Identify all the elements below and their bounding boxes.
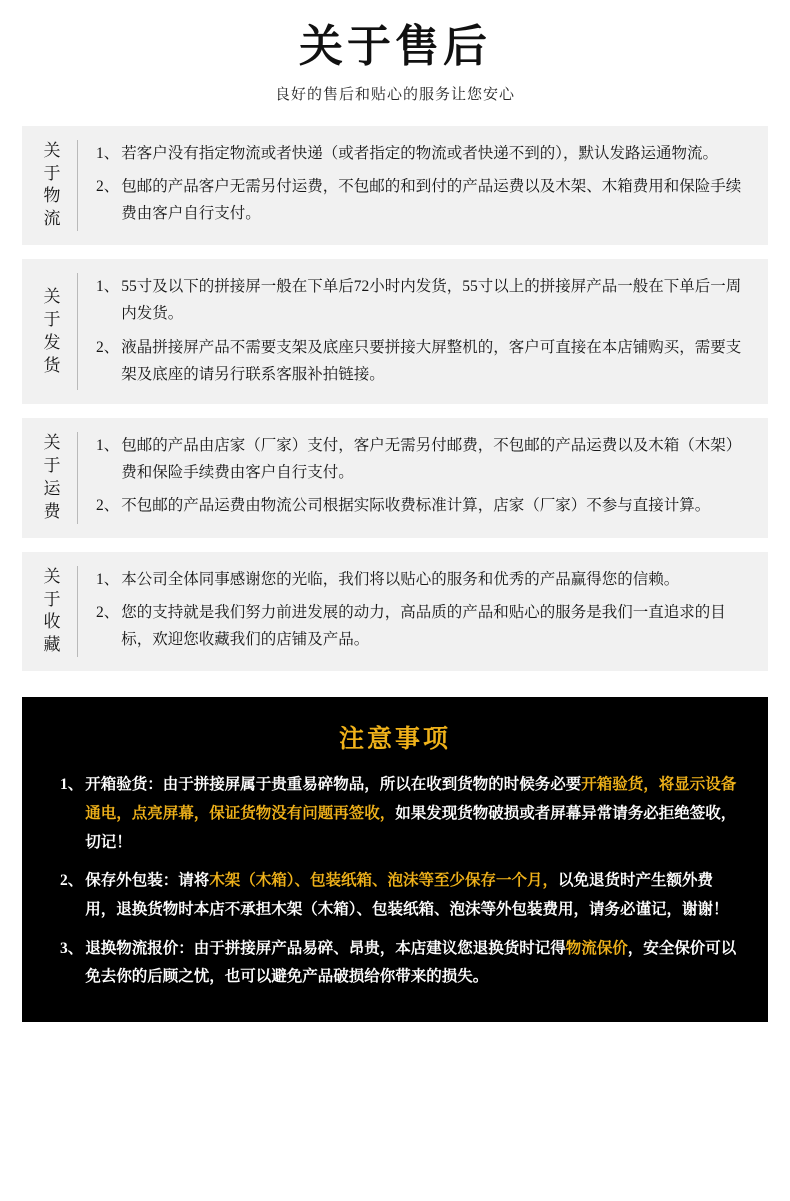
item-number: 2、 xyxy=(96,603,120,621)
item-text: 55寸及以下的拼接屏一般在下单后72小时内发货，55寸以上的拼接屏产品一般在下单后一周内发货。 xyxy=(121,278,742,323)
section-label-freight xyxy=(32,432,78,524)
label-char: 流 xyxy=(43,209,62,229)
label-char: 货 xyxy=(43,355,62,375)
section-label-shipping xyxy=(32,273,78,390)
notice-text-part: 开箱验货：由于拼接屏属于贵重易碎物品，所以在收到货物的时候务必要 xyxy=(85,776,582,794)
item-text: 包邮的产品客户无需另付运费，不包邮的和到付的产品运费以及木架、木箱费用和保险手续费由客户自行支付。 xyxy=(121,177,742,222)
label-char: 藏 xyxy=(43,635,62,655)
label-char: 费 xyxy=(43,501,62,521)
notice-title: 注意事项 xyxy=(338,726,451,754)
list-item xyxy=(96,566,752,593)
sections-container xyxy=(0,114,790,672)
item-text: 包邮的产品由店家（厂家）支付，客户无需另付邮费，不包邮的产品运费以及木箱（木架）费和保险手续费由客户自行支付。 xyxy=(121,436,742,481)
label-char: 发 xyxy=(43,332,62,352)
label-char: 于 xyxy=(43,589,62,609)
section-body xyxy=(78,273,752,390)
notice-text-part: 退换物流报价：由于拼接屏产品易碎、昂贵，本店建议您退换货时记得 xyxy=(85,939,566,957)
section-logistics xyxy=(22,126,768,246)
notice-text-highlight: 木架（木箱）、包装纸箱、泡沫等至少保存一个月， xyxy=(209,872,559,890)
item-text: 若客户没有指定物流或者快递（或者指定的物流或者快递不到的），默认发路运通物流。 xyxy=(121,144,719,162)
list-item xyxy=(96,432,752,486)
notice-text-part: 保存外包装：请将 xyxy=(85,872,210,890)
label-char: 物 xyxy=(43,186,62,206)
list-item xyxy=(96,599,752,653)
notice-text-highlight: 物流保价 xyxy=(565,939,628,957)
notice-text-part: ，安全保价可以免去你的后顾之忧，也可以避免产品破损给你带来的损失。 xyxy=(85,939,737,986)
section-shipping xyxy=(22,259,768,404)
list-item xyxy=(96,334,752,388)
section-body xyxy=(78,432,752,524)
notice-item-number: 3、 xyxy=(60,939,84,957)
bottom-spacer xyxy=(0,1022,790,1044)
notice-item-number: 2、 xyxy=(60,872,84,890)
item-text: 您的支持就是我们努力前进发展的动力，高品质的产品和贴心的服务是我们一直追求的目标，欢迎您收藏我们的店铺及产品。 xyxy=(121,603,726,648)
item-number: 1、 xyxy=(96,144,120,162)
page-title: 关于售后 xyxy=(299,22,491,71)
item-number: 2、 xyxy=(96,338,120,356)
list-item xyxy=(96,173,752,227)
page-subtitle: 良好的售后和贴心的服务让您安心 xyxy=(274,86,515,103)
notice-text-part: 如果发现货物破损或者屏幕异常请务必拒绝签收，切记！ xyxy=(85,805,737,851)
label-char: 于 xyxy=(43,163,62,183)
label-char: 关 xyxy=(43,286,62,306)
label-char: 于 xyxy=(43,309,62,329)
notice-item-number: 1、 xyxy=(60,776,84,794)
section-label-logistics xyxy=(32,140,78,232)
notice-item xyxy=(48,935,742,992)
item-number: 1、 xyxy=(96,278,120,296)
notice-panel xyxy=(22,697,768,1022)
notice-item xyxy=(48,771,742,857)
item-text: 液晶拼接屏产品不需要支架及底座只要拼接大屏整机的，客户可直接在本店铺购买，需要支架及底座的请另行联系客服补拍链接。 xyxy=(121,338,742,383)
notice-text-part: 以免退货时产生额外费用，退换货物时本店不承担木架（木箱）、包装纸箱、泡沫等外包装费用，请务必谨记，谢谢！ xyxy=(85,872,729,919)
label-char: 收 xyxy=(43,612,62,632)
notice-item-text xyxy=(85,867,742,924)
label-char: 运 xyxy=(43,478,62,498)
section-favorite xyxy=(22,552,768,672)
notice-item xyxy=(48,867,742,924)
label-char: 于 xyxy=(43,455,62,475)
item-number: 2、 xyxy=(96,497,120,515)
item-text: 本公司全体同事感谢您的光临，我们将以贴心的服务和优秀的产品赢得您的信赖。 xyxy=(121,570,680,588)
item-text: 不包邮的产品运费由物流公司根据实际收费标准计算，店家（厂家）不参与直接计算。 xyxy=(121,497,711,515)
label-char: 关 xyxy=(43,140,62,160)
list-item xyxy=(96,273,752,327)
label-char: 关 xyxy=(43,432,62,452)
section-body xyxy=(78,566,752,658)
notice-item-text xyxy=(85,935,742,992)
item-number: 2、 xyxy=(96,177,120,195)
item-number: 1、 xyxy=(96,570,120,588)
section-label-favorite xyxy=(32,566,78,658)
notice-text-highlight: 开箱验货，将显示设备通电，点亮屏幕，保证货物没有问题再签收， xyxy=(85,776,737,823)
list-item xyxy=(96,492,752,519)
section-body xyxy=(78,140,752,232)
list-item xyxy=(96,140,752,167)
page-header xyxy=(0,0,790,114)
section-freight xyxy=(22,418,768,538)
item-number: 1、 xyxy=(96,436,120,454)
notice-item-text xyxy=(85,771,742,857)
label-char: 关 xyxy=(43,566,62,586)
